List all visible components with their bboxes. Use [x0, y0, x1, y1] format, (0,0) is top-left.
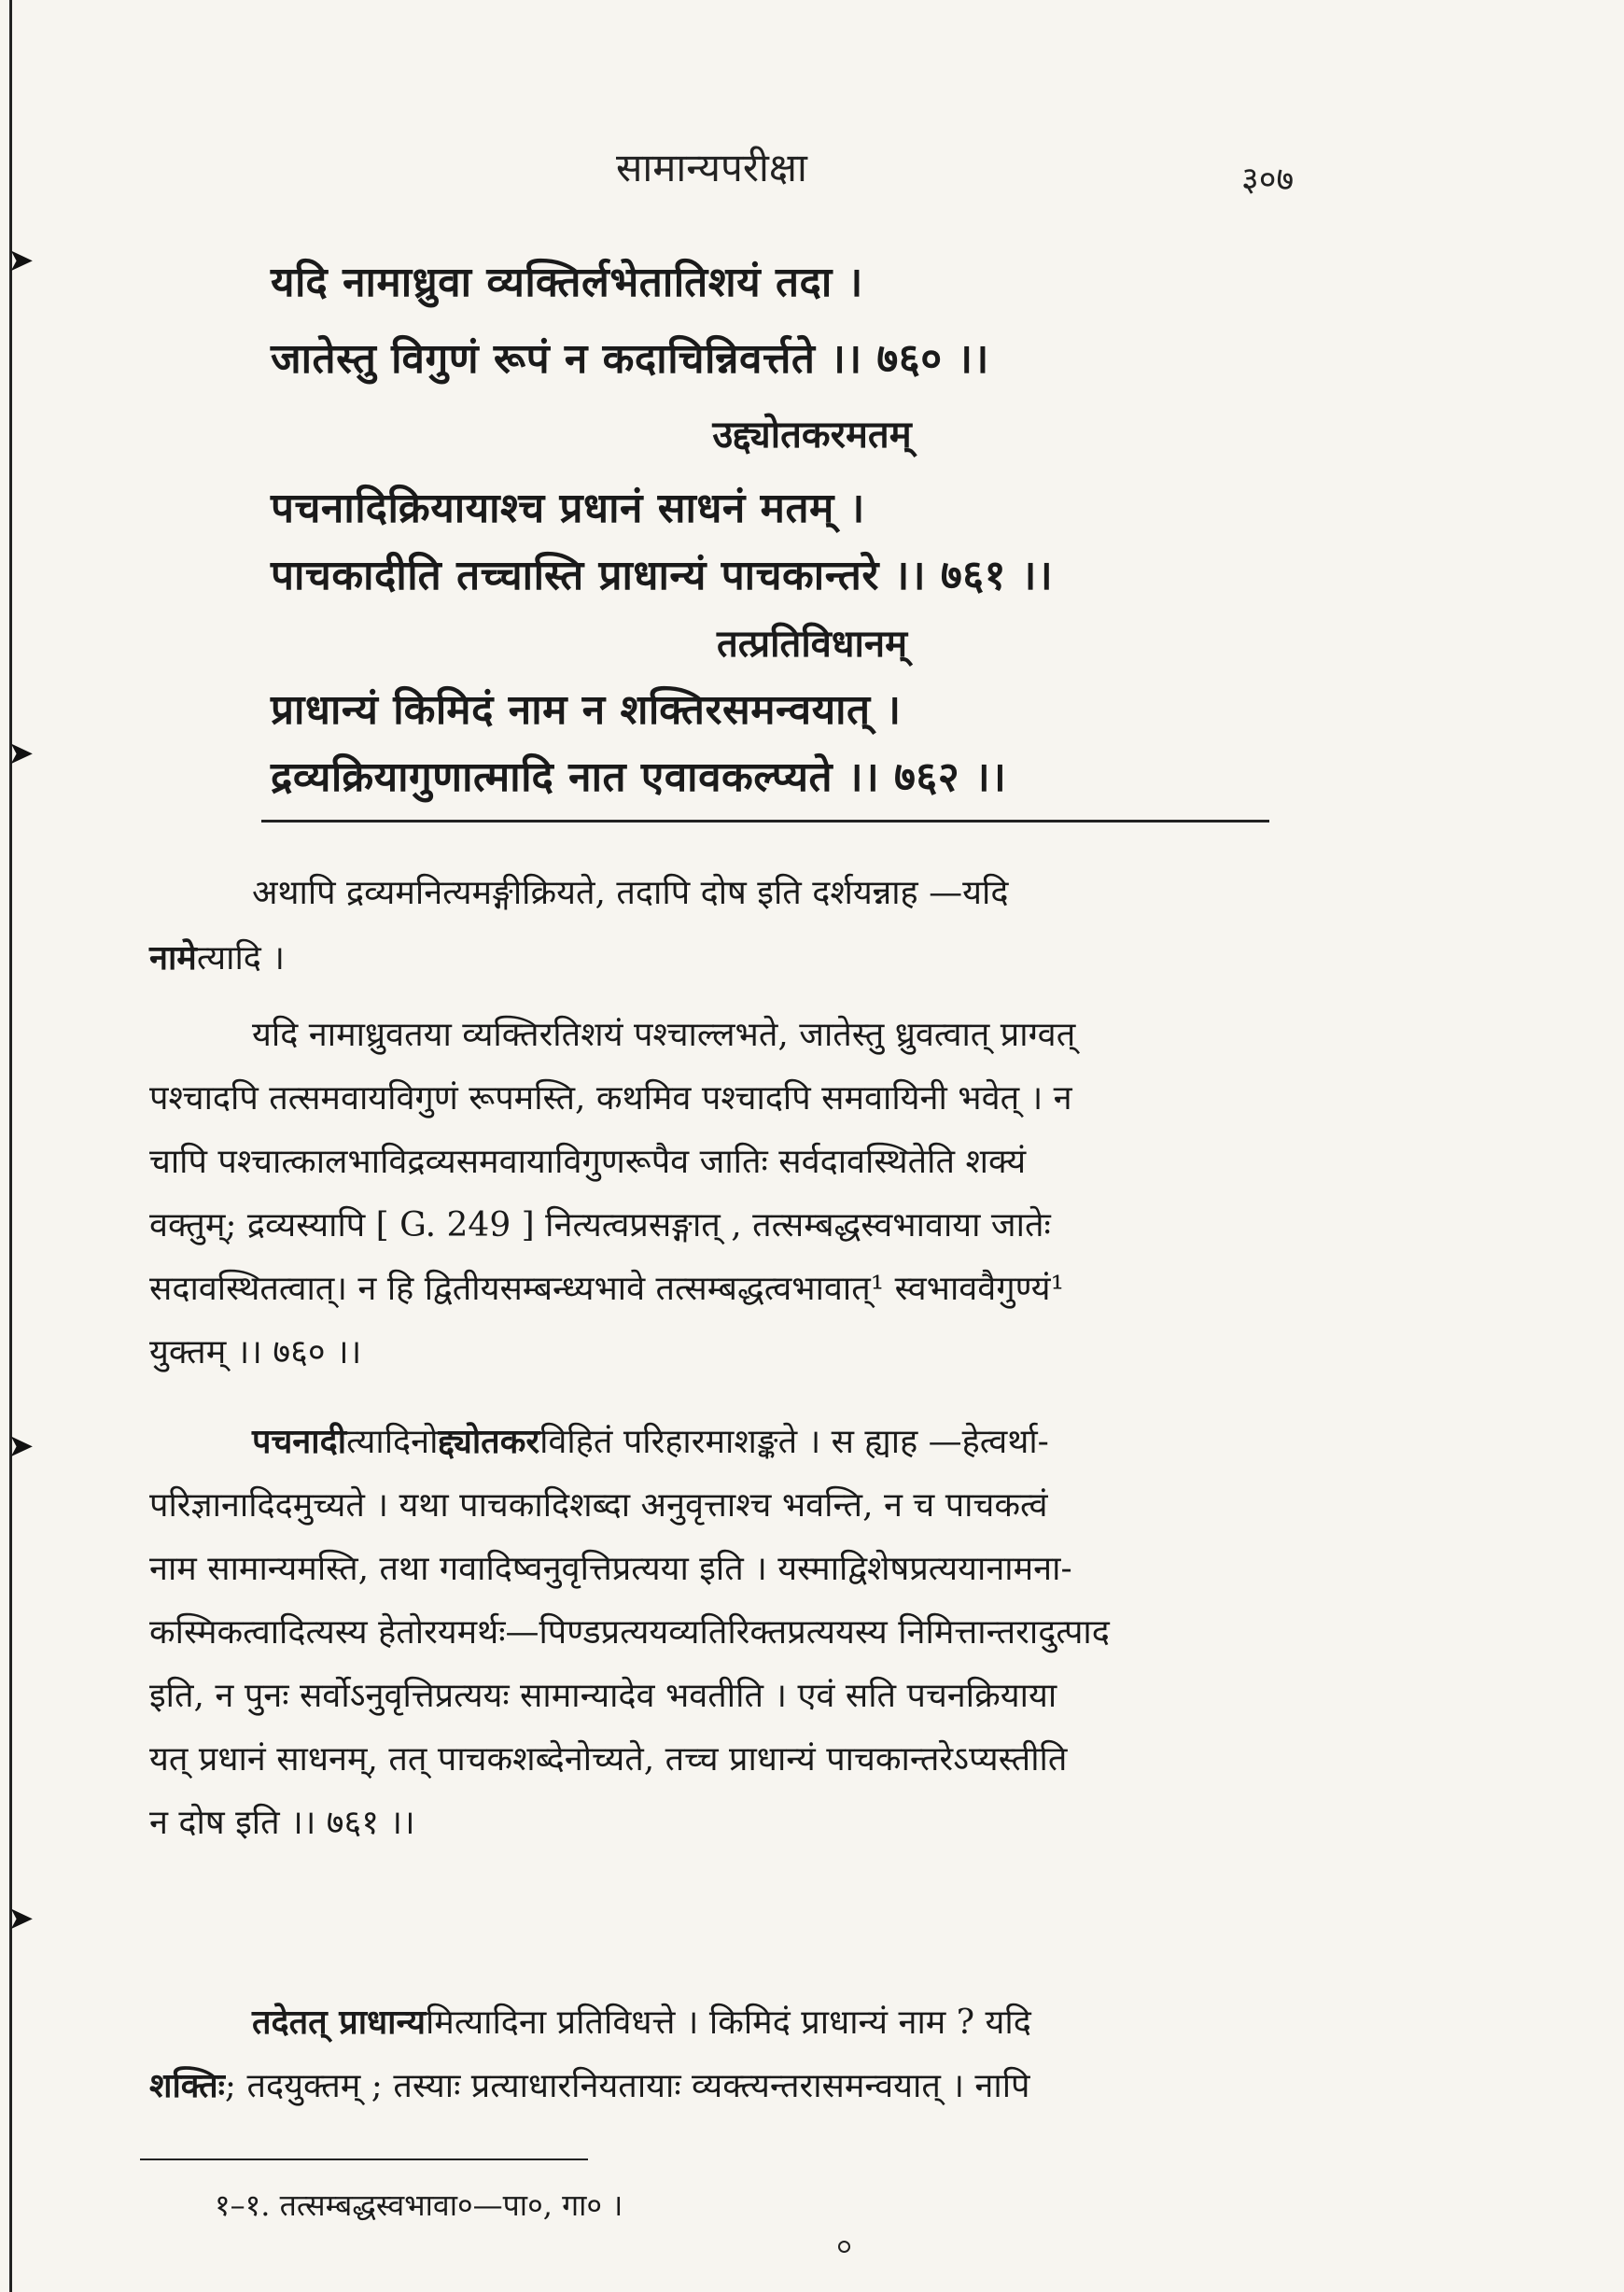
page-number: ३०७: [1241, 161, 1295, 199]
commentary-line: [252, 1998, 1031, 2044]
edge-arrow-mark: ➤: [7, 1427, 35, 1465]
verse-line: पचनादिक्रियायाश्च प्रधानं साधनं मतम् ।: [271, 485, 865, 532]
verse-line: द्रव्यक्रियागुणात्मादि नात एवावकल्प्यते ।। ७६२ ।।: [271, 753, 1007, 801]
running-title: सामान्यपरीक्षा: [616, 145, 807, 190]
commentary-line: यत् प्रधानं साधनम्, तत् पाचकशब्देनोच्यते, तच्च प्राधान्यं पाचकान्तरेऽप्यस्तीति: [149, 1740, 1068, 1779]
commentary-line: इति, न पुनः सर्वोऽनुवृत्तिप्रत्ययः सामान्यादेव भवतीति । एवं सति पचनक्रियाया: [149, 1677, 1057, 1715]
commentary-text: ; तदयुक्तम् ; तस्याः प्रत्याधारनियतायाः व्यक्त्यन्तरासमन्वयात् । नापि: [224, 2067, 1030, 2105]
commentary-line: चापि पश्चात्कालभाविद्रव्यसमवायाविगुणरूपैव जातिः सर्वदावस्थितेति शक्यं: [149, 1143, 1027, 1181]
commentary-line: यदि नामाध्रुवतया व्यक्तिरतिशयं पश्चाल्लभते, जातेस्तु ध्रुवत्वात् प्राग्वत्: [252, 1016, 1076, 1054]
verse-line: प्राधान्यं किमिदं नाम न शक्तिरसमन्वयात् ।: [271, 686, 902, 734]
edge-arrow-mark: ➤: [7, 242, 35, 279]
binding-edge: [0, 0, 12, 2292]
page-header: [0, 140, 1624, 199]
commentary-line: युक्तम् ।। ७६० ।।: [149, 1333, 362, 1371]
bold-lemma: नामे: [149, 938, 197, 977]
verse-line: पाचकादीति तच्चास्ति प्राधान्यं पाचकान्तरे ।। ७६१ ।।: [271, 552, 1054, 599]
commentary-line: नाम सामान्यमस्ति, तथा गवादिष्वनुवृत्तिप्रत्यया इति । यस्माद्विशेषप्रत्ययानामना-: [149, 1550, 1072, 1588]
edge-arrow-mark: ➤: [7, 1900, 35, 1937]
bold-lemma: तदेतत् प्राधान्य: [252, 2003, 426, 2042]
commentary-line: अथापि द्रव्यमनित्यमङ्गीक्रियते, तदापि दोष इति दर्शयन्नाह —यदि: [252, 874, 1009, 912]
bottom-dot-mark: [838, 2241, 850, 2253]
commentary-line: [149, 2061, 1030, 2107]
commentary-line: [149, 934, 285, 979]
bold-lemma: शक्तिः: [149, 2066, 225, 2105]
commentary-line: पश्चादपि तत्समवायविगुणं रूपमस्ति, कथमिव पश्चादपि समवायिनी भवेत् । न: [149, 1079, 1072, 1118]
verse-commentary-divider: [261, 820, 1269, 823]
verse-line: जातेस्तु विगुणं रूपं न कदाचिन्निवर्त्तते ।। ७६० ।।: [271, 335, 989, 383]
commentary-line: वक्तुम्; द्रव्यस्यापि [ G. 249 ] नित्यत्वप्रसङ्गात् , तत्सम्बद्धस्वभावाया जातेः: [149, 1206, 1051, 1244]
commentary-line: [252, 1417, 1049, 1463]
edge-arrow-mark: ➤: [7, 735, 35, 772]
section-heading: उद्द्योतकरमतम्: [712, 413, 912, 457]
commentary-text: त्यादि ।: [196, 939, 286, 977]
commentary-text: मित्यादिना प्रतिविधत्ते । किमिदं प्राधान्यं नाम ? यदि: [425, 2004, 1031, 2042]
bold-author-name: द्द्योतकर: [438, 1422, 540, 1461]
footnote-rule: [140, 2158, 588, 2160]
verse-line: यदि नामाध्रुवा व्यक्तिर्लभेतातिशयं तदा ।: [271, 259, 863, 306]
commentary-line: कस्मिकत्वादित्यस्य हेतोरयमर्थः—पिण्डप्रत्ययव्यतिरिक्तप्रत्ययस्य निमित्तान्तरादुत्पाद: [149, 1613, 1110, 1652]
commentary-text: विहितं परिहारमाशङ्कते । स ह्याह —हेत्वर्था-: [539, 1423, 1049, 1461]
commentary-line: न दोष इति ।। ७६१ ।।: [149, 1804, 415, 1842]
section-heading: तत्प्रतिविधानम्: [717, 622, 907, 666]
commentary-line: परिज्ञानादिदमुच्यते । यथा पाचकादिशब्दा अनुवृत्ताश्च भवन्ति, न च पाचकत्वं: [149, 1486, 1048, 1525]
commentary-line: सदावस्थितत्वात्। न हि द्वितीयसम्बन्ध्यभावे तत्सम्बद्धत्वभावात्¹ स्वभाववैगुण्यं¹: [149, 1270, 1064, 1308]
bold-lemma: पचनादी: [252, 1422, 347, 1461]
commentary-text: त्यादिनो: [346, 1423, 439, 1461]
footnote: १–१. तत्सम्बद्धस्वभावा०—पा०, गा० ।: [215, 2187, 623, 2223]
